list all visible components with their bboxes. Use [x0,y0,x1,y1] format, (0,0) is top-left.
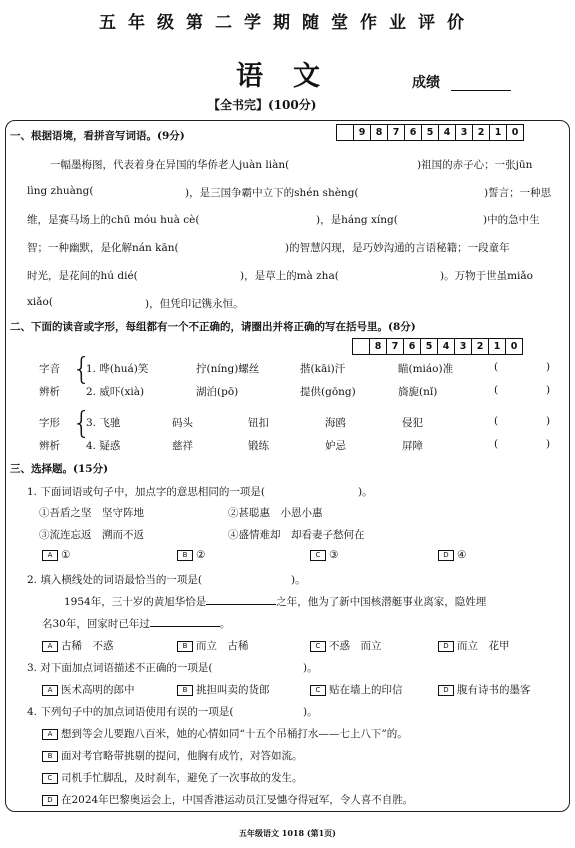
section-2-title: 二、下面的读音或字形，每组都有一个不正确的，请圈出并将正确的写在括号里。(8分) [10,321,416,333]
s1-text: xiǎo( [27,296,53,308]
grid1-cell: 8 [370,125,387,140]
group-label: 辨析 [39,386,60,398]
score-blank[interactable] [451,90,511,91]
choice-box-icon: A [42,641,58,652]
choice-text: 想到等会儿要跑八百米，她的心情如同“十五个吊桶打水——七上八下”的。 [61,728,408,740]
grid2-cell: 8 [369,339,386,354]
grid1-cell: 9 [353,125,370,140]
total-score-note: 【全书完】(100分) [208,98,317,112]
brace-icon: { [72,352,92,387]
score-grid-1 [336,124,524,141]
q1-item: ①吾盾之坚 坚守阵地 [39,507,144,519]
choice-text: 挑担叫卖的货郎 [196,684,270,696]
s2-item: 瞄(miáo)准 [398,363,454,375]
s2-item: 4. 疑惑 [86,440,121,452]
grid1-cell: 1 [489,125,506,140]
choice-box-icon: C [310,685,326,696]
score-grid-2 [352,338,523,355]
q4-stem: 4. 下列句子中的加点词语使用有误的一项是( [27,706,234,718]
q1-stem-end[interactable]: )。 [358,486,373,498]
group-label: 字音 [39,363,60,375]
grid1-cell: 2 [472,125,489,140]
choice-text: 司机手忙脚乱，及时刹车，避免了一次事故的发生。 [61,772,303,784]
choice-box-icon: D [438,550,454,561]
s1-text: )，是草上的mà zha( [240,270,339,282]
q1-item: ③流连忘返 溯而不返 [39,529,144,541]
choice-text: ③ [329,549,339,561]
s2-item: 侵犯 [402,417,423,429]
choice-box-icon: D [42,795,58,806]
choice-text: 腹有诗书的墨客 [457,684,531,696]
q4-choice-c[interactable] [42,770,303,785]
grid1-cell: 0 [506,125,523,140]
grid2-cell: 2 [471,339,488,354]
subject-title: 语文 [236,61,350,92]
s1-text: 一幅墨梅图，代表着身在异国的华侨老人juàn liàn( [50,159,290,171]
answer-paren[interactable]: ) [546,438,551,450]
s2-item: 3. 飞驰 [86,417,121,429]
grid2-cell: 4 [437,339,454,354]
grid2-cell: 6 [403,339,420,354]
q4-choice-a[interactable] [42,726,408,741]
q2-choice-b[interactable] [177,638,249,653]
passage-text: 名30年，回家时已年过 [42,618,150,630]
q2-passage-line1 [64,594,486,609]
choice-box-icon: C [310,641,326,652]
q3-choice-b[interactable] [177,682,270,697]
choice-text: ④ [457,549,467,561]
s2-item: 湖泊(pō) [196,386,239,398]
grid2-cell: 3 [454,339,471,354]
s2-item: 码头 [172,417,193,429]
s1-text: )中的急中生 [483,214,540,226]
choice-box-icon: C [42,773,58,784]
q4-stem-end[interactable]: )。 [303,706,318,718]
fill-blank[interactable] [206,604,276,605]
choice-text: 贴在墙上的印信 [329,684,403,696]
grid2-cell: 7 [386,339,403,354]
s1-text: )，但凭印记镌永恒。 [145,298,244,310]
q1-item: ②甚聪惠 小恩小惠 [228,507,323,519]
s1-text: )誓言；一种思 [484,187,552,199]
s1-text: lìng zhuàng( [27,185,94,197]
q2-passage-line2 [42,616,230,631]
choice-box-icon: A [42,550,58,561]
q3-choice-d[interactable] [438,682,531,697]
s1-text: )的智慧闪现，是巧妙沟通的言语秘籍；一段童年 [285,242,510,254]
s2-item: 海鸥 [325,417,346,429]
s1-text: )祖国的赤子心；一张jūn [417,159,533,171]
choice-text: ① [61,549,71,561]
q1-stem: 1. 下面词语或句子中，加点字的意思相同的一项是( [27,486,265,498]
choice-text: 在2024年巴黎奥运会上，中国香港运动员江旻憓夺得冠军，令人喜不自胜。 [61,794,414,806]
choice-box-icon: A [42,729,58,740]
s1-text: 维，是赛马场上的chū móu huà cè( [27,214,200,226]
choice-text: 医术高明的郎中 [61,684,135,696]
q1-choice-a[interactable] [42,549,70,561]
s2-item: 提供(gōng) [300,386,356,398]
choice-text: 而立 古稀 [196,640,249,652]
answer-paren[interactable]: ( [494,384,499,396]
fill-blank[interactable] [150,626,220,627]
s2-item: 2. 威吓(xià) [86,386,145,398]
q1-item: ④盛情难却 却看妻子愁何在 [228,529,365,541]
q3-choice-c[interactable] [310,682,403,697]
grid1-cell: 5 [421,125,438,140]
s1-text: )，是háng xíng( [316,214,398,226]
answer-paren[interactable]: ( [494,415,499,427]
choice-box-icon: B [177,550,193,561]
s2-item: 拧(níng)螺丝 [196,363,260,375]
s2-item: 旖旎(nǐ) [398,386,438,398]
q4-choice-d[interactable] [42,792,413,807]
s2-item: 1. 哗(huá)笑 [86,363,149,375]
s2-item: 锻练 [248,440,269,452]
page-footer: 五年级语文 1018 (第1页) [239,828,336,838]
group-label: 字形 [39,417,60,429]
s2-item: 钮扣 [248,417,269,429]
grid2-cell: 0 [505,339,522,354]
grid1-cell: 6 [404,125,421,140]
group-label: 辨析 [39,440,60,452]
q1-choice-b[interactable] [177,549,205,561]
grid1-cell: 3 [455,125,472,140]
q1-choice-c[interactable] [310,549,338,561]
q2-choice-a[interactable] [42,638,114,653]
q2-stem-end[interactable]: )。 [291,574,306,586]
choice-box-icon: D [438,685,454,696]
score-label: 成绩 [412,75,440,91]
q2-stem: 2. 填入横线处的词语最恰当的一项是( [27,574,202,586]
s1-text: 时光，是花间的hú dié( [27,270,138,282]
passage-text: 。 [219,618,231,630]
choice-text: 不惑 而立 [329,640,382,652]
q2-choice-c[interactable] [310,638,382,653]
choice-text: 而立 花甲 [457,640,510,652]
answer-paren[interactable]: ) [546,415,551,427]
choice-box-icon: D [438,641,454,652]
choice-text: 面对考官略带挑剔的提问，他胸有成竹，对答如流。 [61,750,303,762]
section-3-title: 三、选择题。(15分) [10,463,109,475]
choice-box-icon: A [42,685,58,696]
q2-choice-d[interactable] [438,638,510,653]
grid2-cell: 5 [420,339,437,354]
choice-box-icon: B [42,751,58,762]
grid2-cell: 1 [488,339,505,354]
grid1-cell: 7 [387,125,404,140]
section-1-title: 一、根据语境，看拼音写词语。(9分) [10,130,185,142]
s2-item: 屏障 [402,440,423,452]
grid1-cell: 4 [438,125,455,140]
choice-box-icon: B [177,685,193,696]
choice-text: ② [196,549,206,561]
answer-paren[interactable]: ( [494,438,499,450]
q3-choice-a[interactable] [42,682,135,697]
answer-paren[interactable]: ) [546,361,551,373]
q3-stem: 3. 对下面加点词语描述不正确的一项是( [27,662,213,674]
choice-text: 古稀 不惑 [61,640,114,652]
q4-choice-b[interactable] [42,748,303,763]
page-header: 五年级第二学期随堂作业评价 [99,13,476,33]
q1-choice-d[interactable] [438,549,466,561]
s1-text: )。万物于世虽miǎo [440,270,533,282]
choice-box-icon: C [310,550,326,561]
answer-paren[interactable]: ) [546,384,551,396]
answer-paren[interactable]: ( [494,361,499,373]
brace-icon: { [72,406,92,441]
s1-text: 智；一种幽默，是化解nán kān( [27,242,179,254]
s2-item: 揩(kāi)汗 [300,363,346,375]
q3-stem-end[interactable]: )。 [303,662,318,674]
s2-item: 妒忌 [325,440,346,452]
choice-box-icon: B [177,641,193,652]
s2-item: 慈祥 [172,440,193,452]
s1-text: )，是三国争霸中立下的shén shèng( [185,187,359,199]
passage-text: 1954年，三十岁的黄旭华恰是 [64,596,207,608]
passage-text: 之年，他为了新中国核潜艇事业离家，隐姓埋 [276,596,487,608]
